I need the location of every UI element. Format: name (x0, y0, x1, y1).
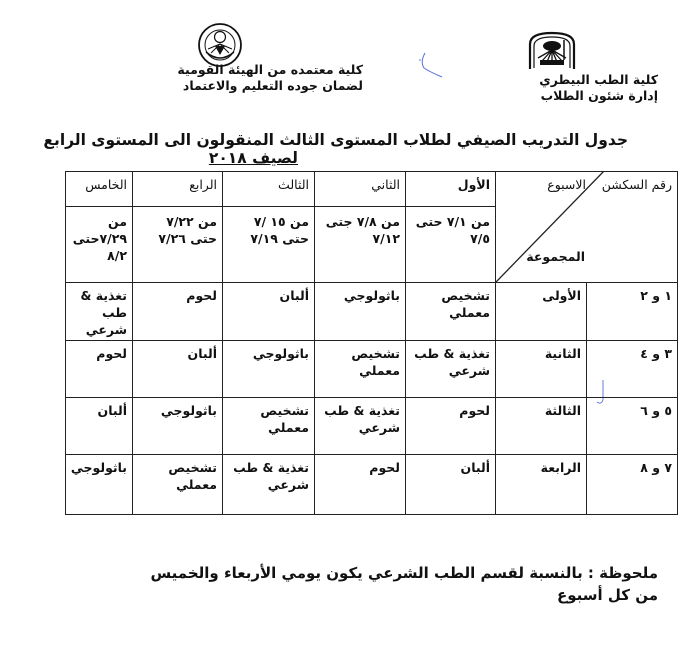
schedule-cell: تشخيص معملي (260, 403, 309, 435)
table-rule (65, 206, 496, 207)
accreditation-line-1: كلية معتمده من الهيئة القومية (177, 62, 363, 77)
section-number: ٧ و ٨ (640, 460, 672, 475)
schedule-cell: لحوم (459, 403, 490, 418)
section-number: ٣ و ٤ (640, 346, 672, 361)
week-dates-4: من ٧/٢٢ حتى ٧/٢٦ (158, 214, 217, 246)
schedule-cell: لحوم (96, 346, 127, 361)
schedule-cell: تشخيص معملي (441, 288, 490, 320)
group-header: المجموعة (526, 249, 585, 264)
schedule-cell: تغذية & طب شرعي (414, 346, 490, 378)
title-line-1: جدول التدريب الصيفي لطلاب المستوى الثالث المنقولون الى المستوى الرابع (43, 131, 628, 149)
group-name: الرابعة (540, 460, 581, 475)
week-dates-2: من ٧/٨ جتى ٧/١٢ (325, 214, 400, 246)
week-header: الاسبوع (547, 177, 586, 192)
week-dates-3: من ١٥ /٧ حتى ٧/١٩ (250, 214, 309, 246)
accreditation-line-2: لضمان جوده التعليم والاعتماد (182, 78, 363, 93)
schedule-cell: لحوم (369, 460, 400, 475)
schedule-cell: باثولوجي (160, 403, 217, 418)
week-name-3: الثالث (278, 177, 309, 192)
section-number: ٥ و ٦ (640, 403, 672, 418)
week-name-4: الرابع (189, 177, 217, 192)
schedule-cell: باثولوجي (70, 460, 127, 475)
department-name: إدارة شئون الطلاب (540, 88, 658, 103)
schedule-cell: ألبان (279, 288, 309, 303)
schedule-cell: لحوم (186, 288, 217, 303)
group-name: الثالثة (544, 403, 581, 418)
schedule-cell: باثولوجي (252, 346, 309, 361)
schedule-cell: ألبان (460, 460, 490, 475)
week-name-2: الثاني (371, 177, 400, 192)
schedule-cell: تغذية & طب شرعي (80, 288, 127, 337)
footnote: ملحوظة : بالنسبة لقسم الطب الشرعي يكون يومي الأربعاء والخميس من كل أسبوع (150, 564, 658, 604)
group-name: الأولى (542, 288, 581, 303)
schedule-cell: باثولوجي (343, 288, 400, 303)
faculty-name: كلية الطب البيطري (539, 72, 658, 87)
group-name: الثانية (544, 346, 581, 361)
schedule-cell: ألبان (187, 346, 217, 361)
schedule-cell: تشخيص معملي (351, 346, 400, 378)
week-name-5: الخامس (85, 177, 127, 192)
schedule-cell: ألبان (97, 403, 127, 418)
week-name-1: الأول (457, 177, 490, 192)
schedule-cell: تغذية & طب شرعي (324, 403, 400, 435)
schedule-cell: تشخيص معملي (168, 460, 217, 492)
title-line-2: لصيف ٢٠١٨ (208, 149, 298, 167)
week-dates-1: من ٧/١ حتى ٧/٥ (415, 214, 490, 246)
week-dates-5: من ٧/٢٩حتى ٨/٢ (72, 214, 127, 263)
schedule-cell: تغذية & طب شرعي (233, 460, 309, 492)
section-number: ١ و ٢ (640, 288, 672, 303)
section-number-header: رقم السكشن (601, 177, 672, 192)
